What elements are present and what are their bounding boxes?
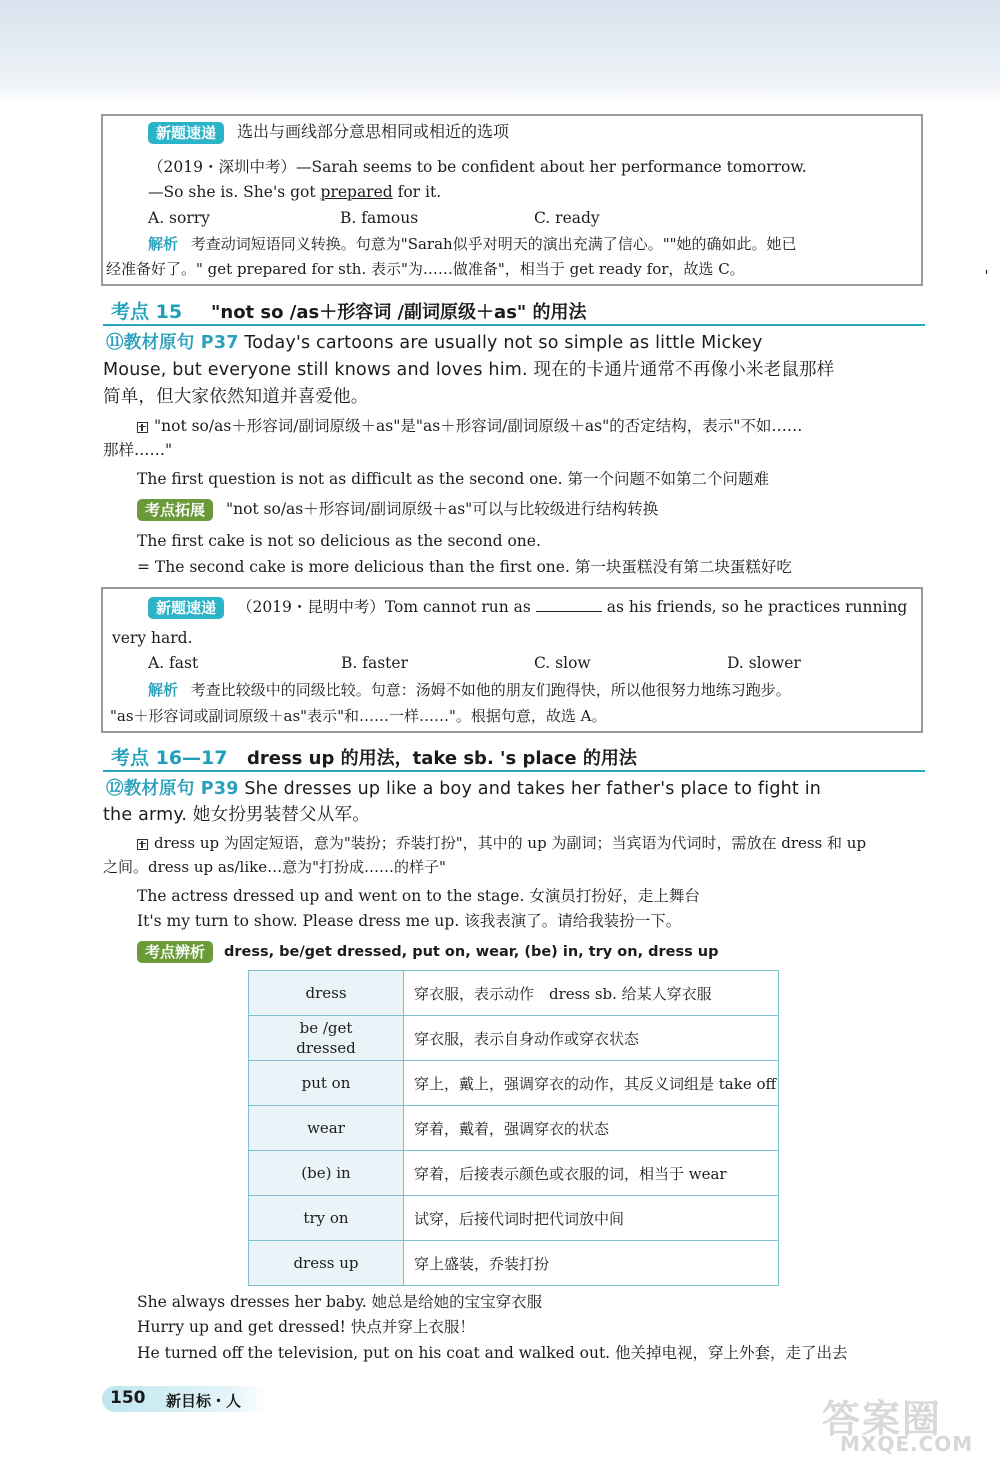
table-desc: 穿上盛装，乔装打扮 [404, 1241, 779, 1286]
topic-title: "not so /as＋形容词 /副词原级＋as" 的用法 [211, 302, 587, 323]
extension-15 [137, 498, 658, 521]
example-15-2: The first cake is not so delicious as the second one. [137, 532, 541, 550]
explain-text: "not so/as＋形容词/副词原级＋as"是"as＋形容词/副词原级＋as"的否定结构，表示"不如…… [154, 417, 803, 435]
table-term: dress [249, 971, 404, 1016]
explain-16-l1 [137, 832, 866, 854]
box2-analysis-1 [148, 679, 791, 701]
table-row [249, 1016, 779, 1061]
example-after-1: She always dresses her baby. 她总是给她的宝宝穿衣服 [137, 1293, 543, 1311]
textbook-sentence-15-l1 [106, 330, 763, 356]
table-desc: 穿衣服，表示动作 dress sb. 给某人穿衣服 [404, 971, 779, 1016]
page-footer [102, 1386, 267, 1412]
section-heading-16-17 [103, 740, 925, 772]
table-row [249, 971, 779, 1016]
table-row [249, 1106, 779, 1151]
analysis-label: 解析 [148, 681, 179, 699]
topic-number: 考点 15 [111, 301, 183, 323]
table-term: put on [249, 1061, 404, 1106]
underlined-word: prepared [320, 183, 393, 201]
box1-source: （2019・深圳中考） [148, 158, 296, 176]
box1-instruction-line [148, 121, 509, 144]
box2-analysis-text-1: 考查比较级中的同级比较。句意：汤姆不如他的朋友们跑得快，所以他很努力地练习跑步。 [190, 681, 791, 699]
extension-text: "not so/as＋形容词/副词原级＋as"可以与比较级进行结构转换 [225, 500, 659, 518]
example-16-2: It's my turn to show. Please dress me up. 该我表演了。请给我装扮一下。 [137, 912, 682, 930]
table-term: wear [249, 1106, 404, 1151]
table-term: try on [249, 1196, 404, 1241]
box2-q2: very hard. [112, 629, 193, 647]
box1-analysis-2: 经准备好了。" get prepared for sth. 表示"为……做准备"，相当于 get ready for，故选 C。 [106, 260, 745, 278]
box2-q1 [148, 596, 907, 619]
example-15-1: The first question is not as difficult as the second one. 第一个问题不如第二个问题难 [137, 470, 770, 488]
box2-option-c: C. slow [534, 654, 591, 672]
table-desc: 穿着，后接表示颜色或衣服的词，相当于 wear [404, 1151, 779, 1196]
table-term: dress up [249, 1241, 404, 1286]
table-desc: 穿着，戴着，强调穿衣的状态 [404, 1106, 779, 1151]
distinction-text: dress, be/get dressed, put on, wear, (be) in, try on, dress up [223, 944, 719, 960]
table-row [249, 1151, 779, 1196]
textbook-mark: ⑫教材原句 P39 [106, 779, 239, 799]
box1-analysis-text-1: 考查动词短语同义转换。句意为"Sarah似乎对明天的演出充满了信心。""她的确如此。她已 [190, 235, 797, 253]
distinction-16 [137, 940, 719, 963]
plus-box-icon [137, 422, 148, 433]
example-after-3: He turned off the television, put on his coat and walked out. 他关掉电视，穿上外套，走了出去 [137, 1344, 848, 1362]
box1-option-a: A. sorry [148, 209, 210, 227]
example-after-2: Hurry up and get dressed! 快点并穿上衣服！ [137, 1318, 475, 1336]
box2-option-a: A. fast [148, 654, 199, 672]
textbook-mark: ⑪教材原句 P37 [106, 333, 239, 353]
textbook-sentence-15-l2: Mouse, but everyone still knows and loves him. 现在的卡通片通常不再像小米老鼠那样 [103, 360, 835, 380]
topic-title: dress up 的用法，take sb. 's place 的用法 [247, 748, 637, 769]
example-16-1: The actress dressed up and went on to the stage. 女演员打扮好，走上舞台 [137, 887, 700, 905]
box2-q-post: as his friends, so he practices running [601, 598, 908, 616]
box1-q2 [148, 181, 441, 203]
watermark-url: MXQE.COM [840, 1432, 974, 1456]
box2-option-d: D. slower [727, 654, 801, 672]
box1-q2-pre: —So she is. She's got [148, 183, 321, 201]
box2-q-pre: （2019・昆明中考）Tom cannot run as [236, 598, 536, 616]
table-row [249, 1196, 779, 1241]
sentence-text: She dresses up like a boy and takes her father's place to fight in [238, 779, 822, 799]
dress-comparison-table [248, 970, 779, 1286]
topic-number: 考点 16—17 [111, 747, 228, 769]
box1-analysis-1 [148, 233, 797, 255]
new-question-tag: 新题速递 [148, 597, 224, 619]
box1-q2-post: for it. [392, 183, 442, 201]
margin-mark: ˌ [984, 256, 989, 277]
table-desc: 穿衣服，表示自身动作或穿衣状态 [404, 1016, 779, 1061]
box1-q1-text: —Sarah seems to be confident about her performance tomorrow. [295, 158, 807, 176]
page-number: 150 [110, 1388, 146, 1408]
textbook-sentence-16-l1 [106, 776, 821, 802]
watermark [812, 1388, 974, 1458]
distinction-tag: 考点辨析 [137, 941, 213, 963]
example-15-3: = The second cake is more delicious than the first one. 第一块蛋糕没有第二块蛋糕好吃 [137, 558, 792, 576]
explain-15-l1 [137, 415, 802, 437]
box1-instruction: 选出与画线部分意思相同或相近的选项 [236, 122, 509, 141]
table-desc: 试穿，后接代词时把代词放中间 [404, 1196, 779, 1241]
table-desc: 穿上，戴上，强调穿衣的动作，其反义词组是 take off [404, 1061, 779, 1106]
explain-15-l2: 那样……" [103, 441, 173, 459]
top-header-band [0, 0, 1000, 104]
box1-option-c: C. ready [534, 209, 600, 227]
table-row [249, 1061, 779, 1106]
explain-16-l2: 之间。dress up as/like…意为"打扮成……的样子" [103, 858, 446, 876]
explain-text: dress up 为固定短语，意为"装扮；乔装打扮"，其中的 up 为副词；当宾语为代词时，需放在 dress 和 up [154, 834, 867, 852]
answer-blank [536, 597, 602, 612]
box1-option-b: B. famous [340, 209, 419, 227]
section-heading-15 [103, 294, 925, 326]
table-row [249, 1241, 779, 1286]
watermark-logo-text: 答案圈 [822, 1397, 943, 1441]
new-question-tag: 新题速递 [148, 122, 224, 144]
box1-q1 [148, 156, 807, 178]
analysis-label: 解析 [148, 235, 179, 253]
book-title: 新目标・人 [166, 1392, 242, 1410]
textbook-sentence-16-l2: the army. 她女扮男装替父从军。 [103, 805, 370, 825]
sentence-text: Today's cartoons are usually not so simple as little Mickey [238, 333, 763, 353]
table-term: be /get dressed [249, 1016, 404, 1061]
textbook-sentence-15-l3: 简单，但大家依然知道并喜爱他。 [103, 387, 369, 407]
extension-tag: 考点拓展 [137, 499, 213, 521]
box2-option-b: B. faster [341, 654, 408, 672]
box2-analysis-2: "as＋形容词或副词原级＋as"表示"和……一样……"。根据句意，故选 A。 [110, 707, 607, 725]
table-term: (be) in [249, 1151, 404, 1196]
plus-box-icon [137, 839, 148, 850]
